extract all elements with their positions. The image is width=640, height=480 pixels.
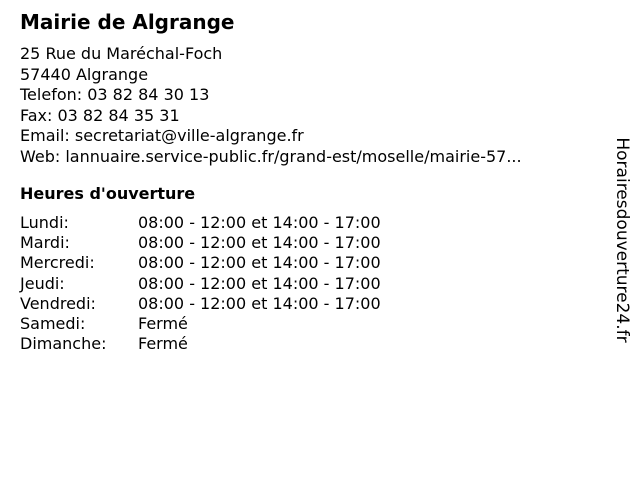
hours-row-sunday <box>20 334 381 354</box>
day-hours: Fermé <box>138 314 188 334</box>
day-hours: 08:00 - 12:00 et 14:00 - 17:00 <box>138 273 381 293</box>
hours-row-tuesday <box>20 233 381 253</box>
hours-row-wednesday <box>20 253 381 273</box>
day-label: Lundi: <box>20 213 69 232</box>
email-address: Email: secretariat@ville-algrange.fr <box>20 126 304 145</box>
address-street: 25 Rue du Maréchal-Foch <box>20 44 223 63</box>
day-hours: 08:00 - 12:00 et 14:00 - 17:00 <box>138 213 381 232</box>
day-hours: Fermé <box>138 334 188 354</box>
site-brand-watermark: Horairesdouverture24.fr <box>612 137 632 343</box>
day-label: Mardi: <box>20 233 70 253</box>
day-hours: 08:00 - 12:00 et 14:00 - 17:00 <box>138 253 381 273</box>
day-hours: 08:00 - 12:00 et 14:00 - 17:00 <box>138 293 381 313</box>
page-title: Mairie de Algrange <box>20 10 235 34</box>
fax-number: Fax: 03 82 84 35 31 <box>20 105 180 125</box>
opening-hours-heading: Heures d'ouverture <box>20 184 196 203</box>
opening-hours-table <box>20 213 381 354</box>
hours-row-friday <box>20 294 381 314</box>
day-label: Samedi: <box>20 314 86 334</box>
hours-row-thursday <box>20 274 381 294</box>
day-label: Mercredi: <box>20 253 95 273</box>
day-label: Vendredi: <box>20 293 96 313</box>
day-label: Dimanche: <box>20 334 107 354</box>
hours-row-saturday <box>20 314 381 334</box>
website-url: Web: lannuaire.service-public.fr/grand-est/moselle/mairie-57... <box>20 146 522 166</box>
day-label: Jeudi: <box>20 273 65 293</box>
day-hours: 08:00 - 12:00 et 14:00 - 17:00 <box>138 233 381 253</box>
hours-row-monday <box>20 213 381 233</box>
phone-number: Telefon: 03 82 84 30 13 <box>20 85 210 104</box>
address-city: 57440 Algrange <box>20 64 149 84</box>
contact-info <box>20 44 522 167</box>
